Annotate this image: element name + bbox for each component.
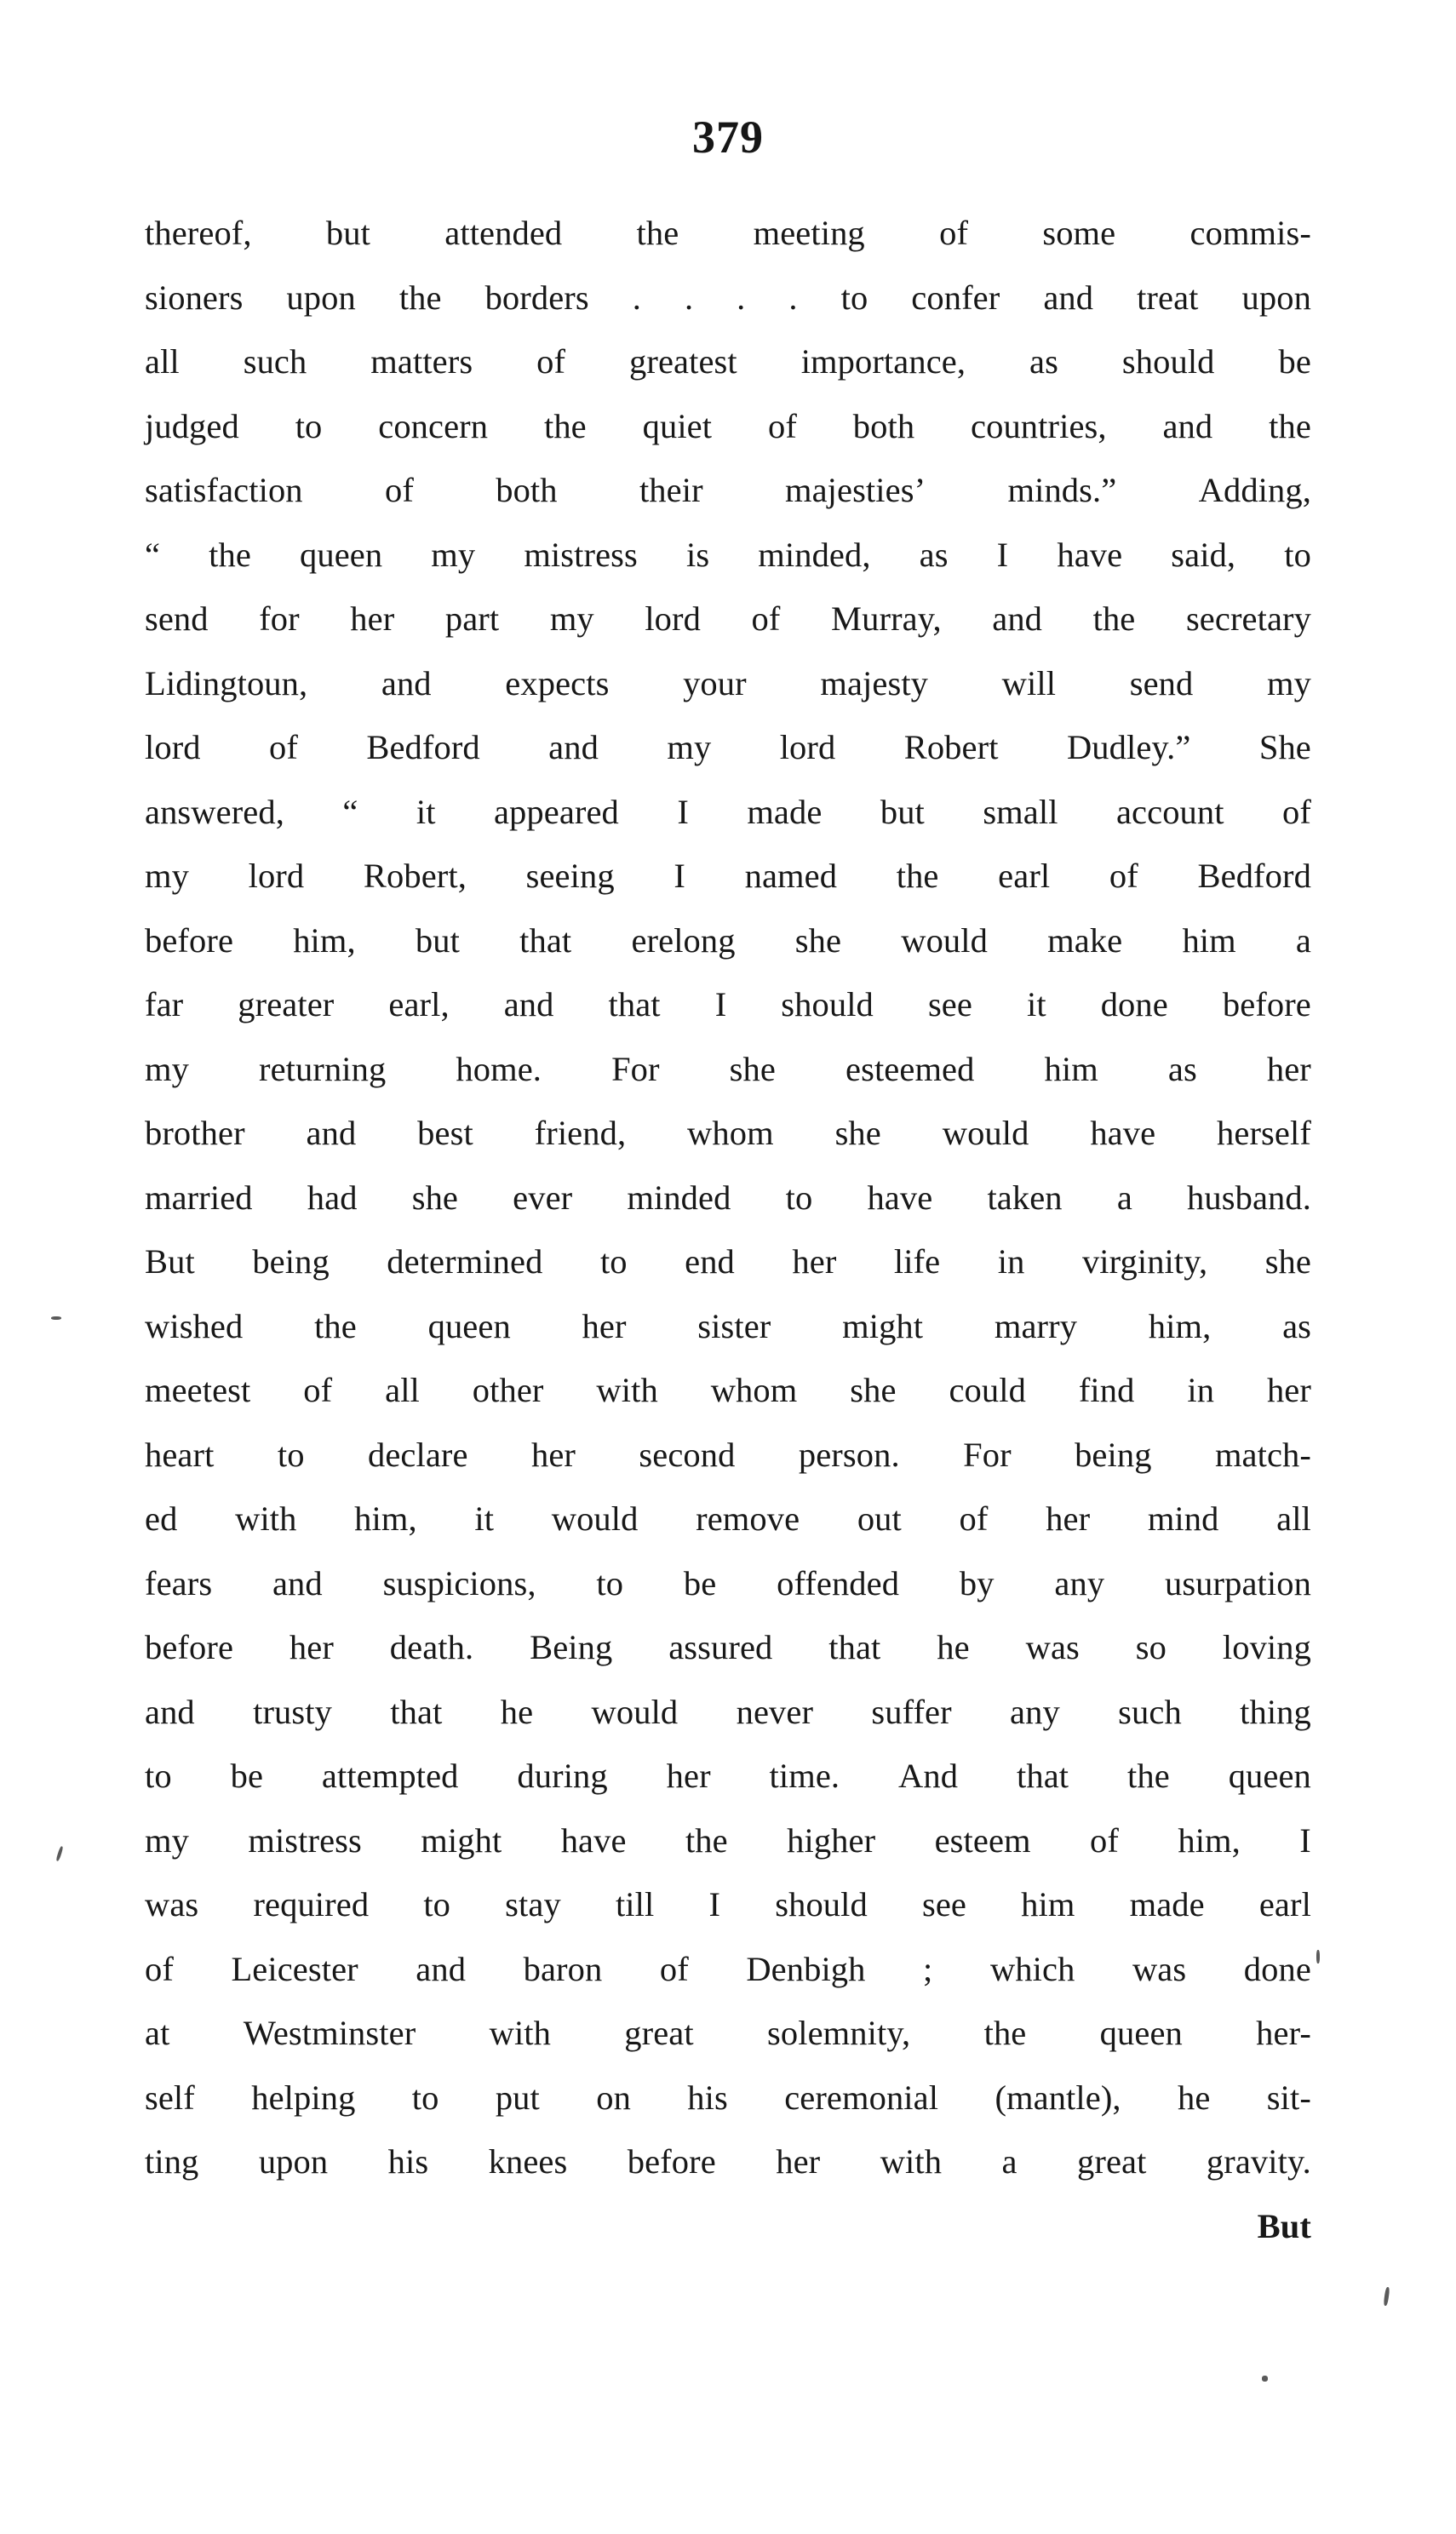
text-line: far greater earl, and that I should see it done before	[145, 985, 1311, 1023]
text-line: fears and suspicions, to be offended by any usurpation	[145, 1563, 1311, 1602]
text-line: at Westminster with great solemnity, the queen her-	[145, 2014, 1311, 2052]
text-line: lord of Bedford and my lord Robert Dudley.” She	[145, 728, 1311, 766]
text-line: to be attempted during her time. And that the queen	[145, 1757, 1311, 1795]
text-line: answered, “ it appeared I made but small account of	[145, 792, 1311, 831]
text-line: meetest of all other with whom she could find in her	[145, 1371, 1311, 1409]
text-line: ting upon his knees before her with a great gravity.	[145, 2142, 1311, 2181]
ink-speck-icon	[51, 1316, 61, 1320]
text-line: wished the queen her sister might marry him, as	[145, 1306, 1311, 1345]
text-line: “ the queen my mistress is minded, as I have said, to	[145, 535, 1311, 574]
text-line: heart to declare her second person. For being match-	[145, 1435, 1311, 1474]
text-line: ed with him, it would remove out of her mind all	[145, 1499, 1311, 1538]
text-line: self helping to put on his ceremonial (mantle), he sit-	[145, 2078, 1311, 2117]
ink-speck-icon	[1262, 2376, 1268, 2382]
text-line: thereof, but attended the meeting of some commis-	[145, 214, 1311, 252]
text-line: judged to concern the quiet of both countries, and the	[145, 406, 1311, 445]
text-line: all such matters of greatest importance, as should be	[145, 342, 1311, 381]
text-line: brother and best friend, whom she would have herself	[145, 1114, 1311, 1152]
ink-speck-icon	[1383, 2287, 1390, 2306]
text-line: my mistress might have the higher esteem of him, I	[145, 1820, 1311, 1860]
text-line: before her death. Being assured that he was so loving	[145, 1628, 1311, 1666]
body-text-block	[34, 201, 1422, 2258]
text-line: my lord Robert, seeing I named the earl of Bedford	[145, 857, 1311, 895]
page-number: 379	[692, 112, 764, 163]
text-line: satisfaction of both their majesties’ minds.” Adding,	[145, 471, 1311, 509]
text-line: of Leicester and baron of Denbigh ; which was done	[145, 1949, 1311, 1988]
text-line: married had she ever minded to have taken a husband.	[145, 1178, 1311, 1217]
text-lines	[34, 201, 1422, 2194]
text-line: my returning home. For she esteemed him as her	[145, 1049, 1311, 1088]
text-line: sioners upon the borders . . . . to confer and treat upon	[145, 278, 1311, 317]
ink-speck-icon	[1316, 1950, 1320, 1964]
text-line: Lidingtoun, and expects your majesty will send my	[145, 663, 1311, 702]
text-line: before him, but that erelong she would make him a	[145, 920, 1311, 960]
catchword: But	[1257, 2206, 1311, 2245]
text-line: and trusty that he would never suffer any such thing	[145, 1692, 1311, 1731]
text-line: But being determined to end her life in virginity, she	[145, 1242, 1311, 1281]
text-line: send for her part my lord of Murray, and the secretary	[145, 599, 1311, 638]
text-line: was required to stay till I should see him made earl	[145, 1885, 1311, 1923]
